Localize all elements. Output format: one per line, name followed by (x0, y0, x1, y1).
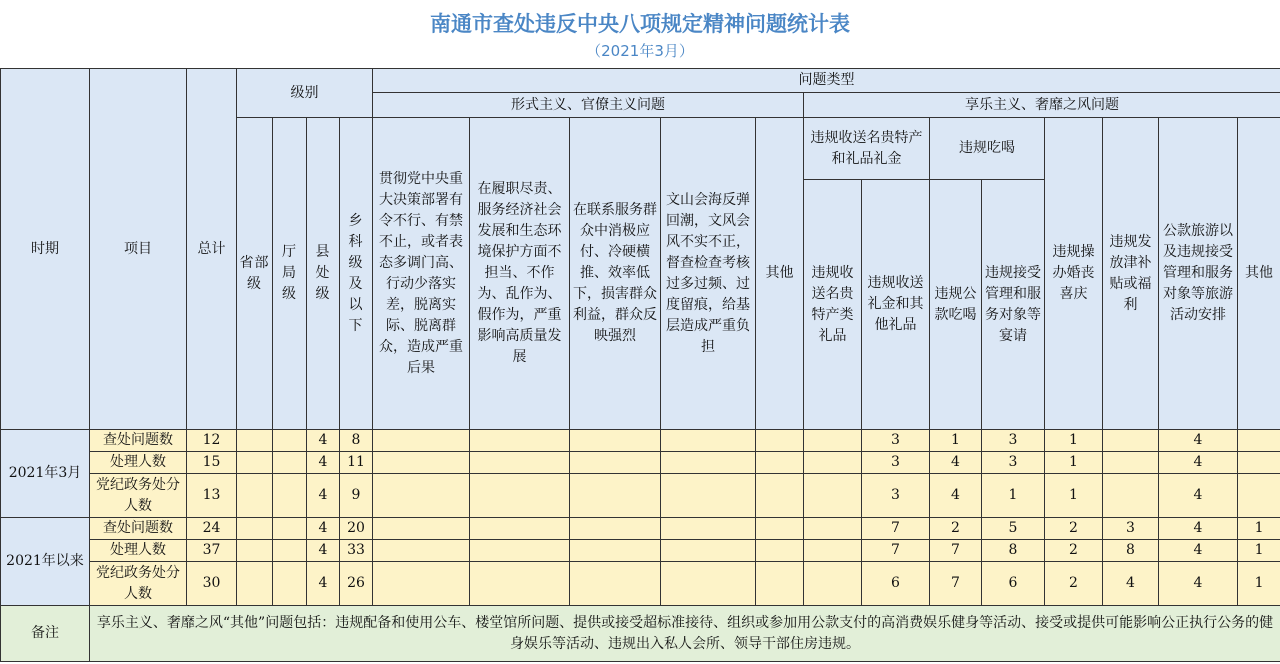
cell-weddings: 2 (1045, 540, 1103, 562)
cell-township: 8 (340, 430, 373, 452)
header-weddings-funerals: 违规操办婚丧喜庆 (1045, 118, 1103, 430)
cell-gift-specialty (804, 474, 862, 518)
cell-formalism-4 (661, 452, 756, 474)
cell-formalism-2 (470, 452, 570, 474)
cell-travel: 4 (1159, 452, 1238, 474)
header-formalism-col-3: 在联系服务群众中消极应付、冷硬横推、效率低下，损害群众利益，群众反映强烈 (570, 118, 661, 430)
row-item: 党纪政务处分人数 (90, 474, 187, 518)
page-title: 南通市查处违反中央八项规定精神问题统计表 (430, 12, 850, 36)
cell-formalism-4 (661, 540, 756, 562)
cell-gift-specialty (804, 540, 862, 562)
header-dining-banquet: 违规接受管理和服务对象等宴请 (982, 180, 1045, 430)
cell-county: 4 (307, 452, 340, 474)
cell-formalism-2 (470, 518, 570, 540)
row-item: 查处问题数 (90, 518, 187, 540)
cell-total: 37 (187, 540, 237, 562)
cell-dining-banquet: 3 (982, 430, 1045, 452)
note-label: 备注 (1, 606, 90, 662)
cell-formalism-3 (570, 518, 661, 540)
cell-formalism-3 (570, 474, 661, 518)
cell-weddings: 2 (1045, 518, 1103, 540)
cell-formalism-3 (570, 452, 661, 474)
header-problem-type: 问题类型 (373, 69, 1280, 93)
cell-subsidies (1103, 430, 1159, 452)
cell-county: 4 (307, 430, 340, 452)
cell-formalism-4 (661, 474, 756, 518)
cell-county: 4 (307, 562, 340, 606)
cell-bureau (273, 562, 307, 606)
cell-formalism-2 (470, 474, 570, 518)
cell-township: 11 (340, 452, 373, 474)
cell-county: 4 (307, 518, 340, 540)
cell-total: 12 (187, 430, 237, 452)
cell-subsidies (1103, 474, 1159, 518)
title-area (0, 0, 1280, 68)
cell-township: 20 (340, 518, 373, 540)
header-gift-specialty: 违规收送名贵特产类礼品 (804, 180, 862, 430)
cell-hedonism-other: 1 (1238, 540, 1280, 562)
cell-formalism-2 (470, 562, 570, 606)
cell-hedonism-other (1238, 474, 1280, 518)
cell-formalism-3 (570, 562, 661, 606)
header-period: 时期 (1, 69, 90, 430)
cell-subsidies: 8 (1103, 540, 1159, 562)
cell-travel: 4 (1159, 430, 1238, 452)
header-total: 总计 (187, 69, 237, 430)
cell-gift-money: 7 (862, 518, 930, 540)
header-formalism-col-4: 文山会海反弹回潮，文风会风不实不正，督查检查考核过多过频、过度留痕，给基层造成严重负担 (661, 118, 756, 430)
cell-dining-banquet: 6 (982, 562, 1045, 606)
header-travel: 公款旅游以及违规接受管理和服务对象等旅游活动安排 (1159, 118, 1238, 430)
row-item: 处理人数 (90, 452, 187, 474)
cell-dining-public: 4 (930, 474, 982, 518)
cell-gift-money: 3 (862, 430, 930, 452)
header-dining-group: 违规吃喝 (930, 118, 1045, 180)
row-item: 处理人数 (90, 540, 187, 562)
cell-gift-specialty (804, 518, 862, 540)
cell-province (237, 540, 273, 562)
cell-dining-public: 2 (930, 518, 982, 540)
cell-gift-specialty (804, 430, 862, 452)
statistics-table (0, 68, 1280, 662)
cell-formalism-1 (373, 474, 470, 518)
cell-formalism-1 (373, 430, 470, 452)
cell-formalism-4 (661, 430, 756, 452)
cell-formalism-other (756, 452, 804, 474)
cell-bureau (273, 540, 307, 562)
cell-formalism-2 (470, 540, 570, 562)
cell-formalism-other (756, 540, 804, 562)
cell-dining-banquet: 3 (982, 452, 1045, 474)
cell-dining-public: 4 (930, 452, 982, 474)
cell-total: 24 (187, 518, 237, 540)
cell-total: 30 (187, 562, 237, 606)
cell-township: 26 (340, 562, 373, 606)
cell-bureau (273, 518, 307, 540)
header-dining-public: 违规公款吃喝 (930, 180, 982, 430)
row-item: 查处问题数 (90, 430, 187, 452)
cell-gift-money: 6 (862, 562, 930, 606)
header-formalism-col-2: 在履职尽责、服务经济社会发展和生态环境保护方面不担当、不作为、乱作为、假作为，严重影响高质量发展 (470, 118, 570, 430)
cell-formalism-1 (373, 540, 470, 562)
header-level-county: 县处级 (307, 118, 340, 430)
cell-total: 13 (187, 474, 237, 518)
cell-dining-public: 1 (930, 430, 982, 452)
cell-bureau (273, 474, 307, 518)
header-level: 级别 (237, 69, 373, 118)
cell-formalism-other (756, 474, 804, 518)
cell-travel: 4 (1159, 474, 1238, 518)
row-item: 党纪政务处分人数 (90, 562, 187, 606)
cell-gift-money: 3 (862, 474, 930, 518)
cell-subsidies: 3 (1103, 518, 1159, 540)
cell-weddings: 2 (1045, 562, 1103, 606)
cell-county: 4 (307, 540, 340, 562)
cell-total: 15 (187, 452, 237, 474)
header-formalism-col-1: 贯彻党中央重大决策部署有令不行、有禁不止，或者表态多调门高、行动少落实差，脱离实际、脱离群众，造成严重后果 (373, 118, 470, 430)
cell-dining-banquet: 8 (982, 540, 1045, 562)
cell-hedonism-other: 1 (1238, 518, 1280, 540)
page-subtitle: （2021年3月） (586, 42, 694, 60)
header-subsidies: 违规发放津补贴或福利 (1103, 118, 1159, 430)
header-gift-group: 违规收送名贵特产和礼品礼金 (804, 118, 930, 180)
cell-province (237, 518, 273, 540)
header-item: 项目 (90, 69, 187, 430)
cell-township: 33 (340, 540, 373, 562)
cell-travel: 4 (1159, 540, 1238, 562)
cell-gift-money: 7 (862, 540, 930, 562)
cell-subsidies: 4 (1103, 562, 1159, 606)
header-level-province: 省部级 (237, 118, 273, 430)
cell-gift-money: 3 (862, 452, 930, 474)
cell-dining-public: 7 (930, 562, 982, 606)
cell-formalism-2 (470, 430, 570, 452)
header-hedonism: 享乐主义、奢靡之风问题 (804, 93, 1280, 118)
cell-province (237, 452, 273, 474)
cell-formalism-other (756, 518, 804, 540)
cell-hedonism-other (1238, 452, 1280, 474)
cell-dining-public: 7 (930, 540, 982, 562)
cell-formalism-1 (373, 452, 470, 474)
cell-dining-banquet: 1 (982, 474, 1045, 518)
cell-weddings: 1 (1045, 430, 1103, 452)
cell-formalism-4 (661, 518, 756, 540)
header-formalism-other: 其他 (756, 118, 804, 430)
cell-county: 4 (307, 474, 340, 518)
period-label: 2021年以来 (1, 518, 90, 606)
cell-formalism-other (756, 562, 804, 606)
cell-formalism-1 (373, 518, 470, 540)
header-level-township: 乡科级及以下 (340, 118, 373, 430)
cell-township: 9 (340, 474, 373, 518)
cell-bureau (273, 430, 307, 452)
cell-dining-banquet: 5 (982, 518, 1045, 540)
cell-hedonism-other: 1 (1238, 562, 1280, 606)
cell-bureau (273, 452, 307, 474)
header-formalism: 形式主义、官僚主义问题 (373, 93, 804, 118)
cell-formalism-other (756, 430, 804, 452)
cell-hedonism-other (1238, 430, 1280, 452)
cell-weddings: 1 (1045, 452, 1103, 474)
cell-formalism-4 (661, 562, 756, 606)
cell-province (237, 430, 273, 452)
cell-subsidies (1103, 452, 1159, 474)
cell-formalism-1 (373, 562, 470, 606)
cell-travel: 4 (1159, 518, 1238, 540)
cell-formalism-3 (570, 430, 661, 452)
cell-travel: 4 (1159, 562, 1238, 606)
header-level-bureau: 厅局级 (273, 118, 307, 430)
header-hedonism-other: 其他 (1238, 118, 1280, 430)
cell-gift-specialty (804, 562, 862, 606)
cell-province (237, 474, 273, 518)
cell-province (237, 562, 273, 606)
cell-formalism-3 (570, 540, 661, 562)
header-gift-money: 违规收送礼金和其他礼品 (862, 180, 930, 430)
cell-gift-specialty (804, 452, 862, 474)
cell-weddings: 1 (1045, 474, 1103, 518)
period-label: 2021年3月 (1, 430, 90, 518)
note-text: 享乐主义、奢靡之风“其他”问题包括：违规配备和使用公车、楼堂馆所问题、提供或接受超标准接待、组织或参加用公款支付的高消费娱乐健身等活动、接受或提供可能影响公正执行公务的健身娱乐等活动、违规出入私人会所、领导干部住房违规。 (90, 606, 1280, 662)
